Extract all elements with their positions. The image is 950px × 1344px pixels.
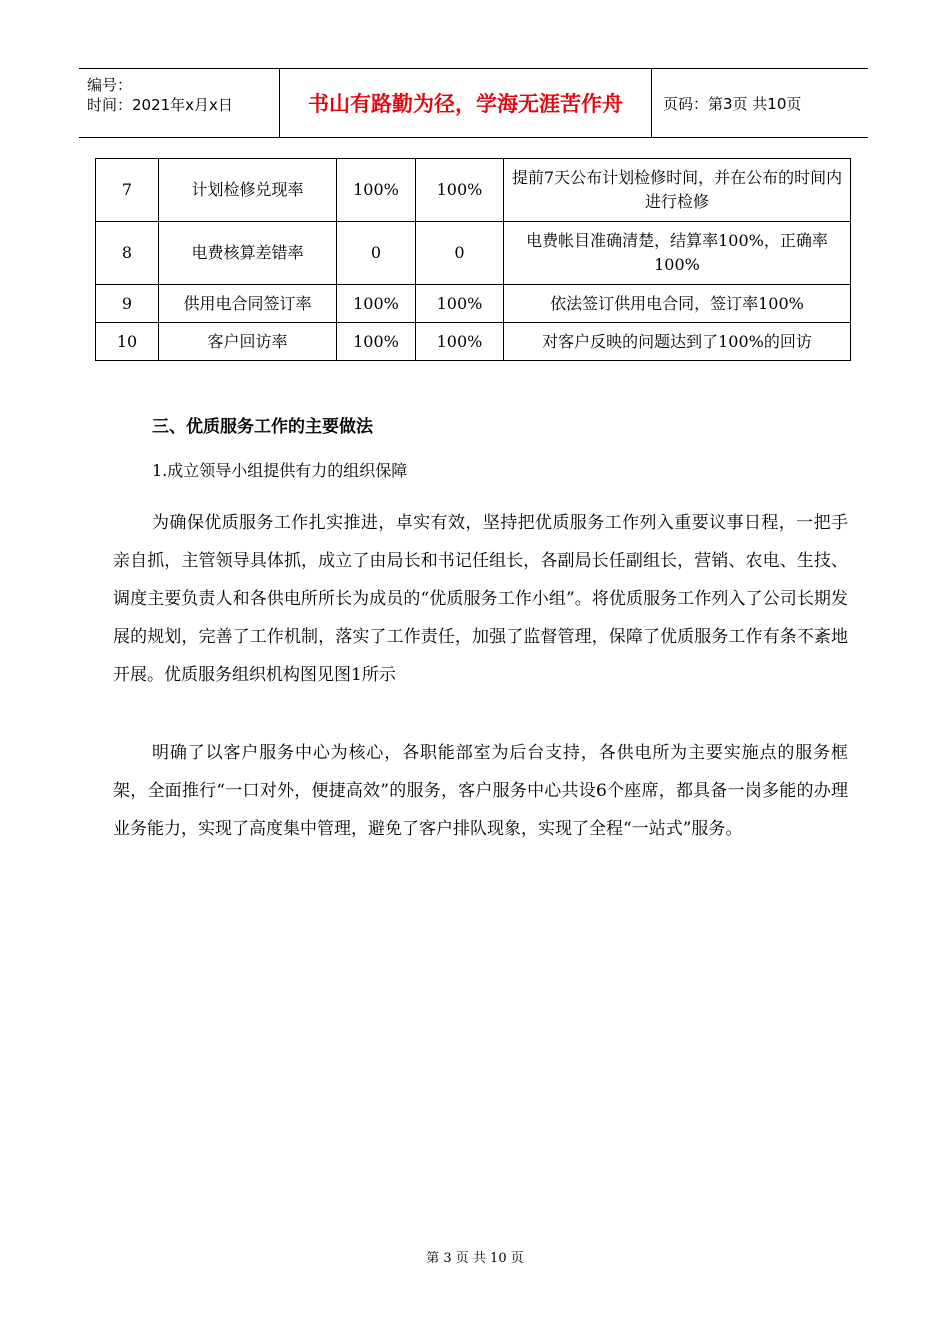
table-row xyxy=(96,222,851,285)
metric-target: 0 xyxy=(337,222,416,285)
header-motto: 书山有路勤为径，学海无涯苦作舟 xyxy=(280,69,652,137)
metric-name: 供用电合同签订率 xyxy=(159,285,337,323)
metric-actual: 100% xyxy=(416,285,504,323)
document-time-label: 时间：2021年x月x日 xyxy=(87,96,233,114)
metric-note: 依法签订供用电合同，签订率100% xyxy=(504,285,851,323)
metric-target: 100% xyxy=(337,285,416,323)
page-footer: 第 3 页 共 10 页 xyxy=(426,1251,524,1266)
metric-name: 电费核算差错率 xyxy=(159,222,337,285)
service-metrics-table xyxy=(95,158,851,361)
header-page-info: 页码：第3页 共10页 xyxy=(663,94,802,113)
metric-note: 提前7天公布计划检修时间，并在公布的时间内进行检修 xyxy=(504,159,851,222)
metric-name: 客户回访率 xyxy=(159,323,337,361)
metric-target: 100% xyxy=(337,159,416,222)
page-header xyxy=(79,68,868,138)
row-number: 8 xyxy=(96,222,159,285)
metric-actual: 100% xyxy=(416,159,504,222)
header-meta xyxy=(79,69,280,137)
metric-note: 电费帐目准确清楚，结算率100%，正确率100% xyxy=(504,222,851,285)
document-number-label: 编号： xyxy=(87,76,133,94)
sub-section-title: 1.成立领导小组提供有力的组织保障 xyxy=(152,461,408,480)
table-row xyxy=(96,323,851,361)
table-row xyxy=(96,285,851,323)
row-number: 9 xyxy=(96,285,159,323)
body-paragraph: 为确保优质服务工作扎实推进，卓实有效，坚持把优质服务工作列入重要议事日程，一把手亲自抓，主管领导具体抓，成立了由局长和书记任组长，各副局长任副组长，营销、农电、生技、调度主要负责人和各供电所所长为成员的“优质服务工作小组”。将优质服务工作列入了公司长期发展的规划，完善了工作机制，落实了工作责任，加强了监督管理，保障了优质服务工作有条不紊地开展。优质服务组织机构图见图1所示 xyxy=(113,513,848,685)
metric-target: 100% xyxy=(337,323,416,361)
metric-name: 计划检修兑现率 xyxy=(159,159,337,222)
metric-actual: 100% xyxy=(416,323,504,361)
section-title: 三、优质服务工作的主要做法 xyxy=(152,417,373,437)
row-number: 10 xyxy=(96,323,159,361)
metric-actual: 0 xyxy=(416,222,504,285)
table-row xyxy=(96,159,851,222)
row-number: 7 xyxy=(96,159,159,222)
metric-note: 对客户反映的问题达到了100%的回访 xyxy=(504,323,851,361)
body-paragraph: 明确了以客户服务中心为核心，各职能部室为后台支持，各供电所为主要实施点的服务框架，全面推行“一口对外，便捷高效”的服务，客户服务中心共设6个座席，都具备一岗多能的办理业务能力，实现了高度集中管理，避免了客户排队现象，实现了全程“一站式”服务。 xyxy=(113,743,848,839)
